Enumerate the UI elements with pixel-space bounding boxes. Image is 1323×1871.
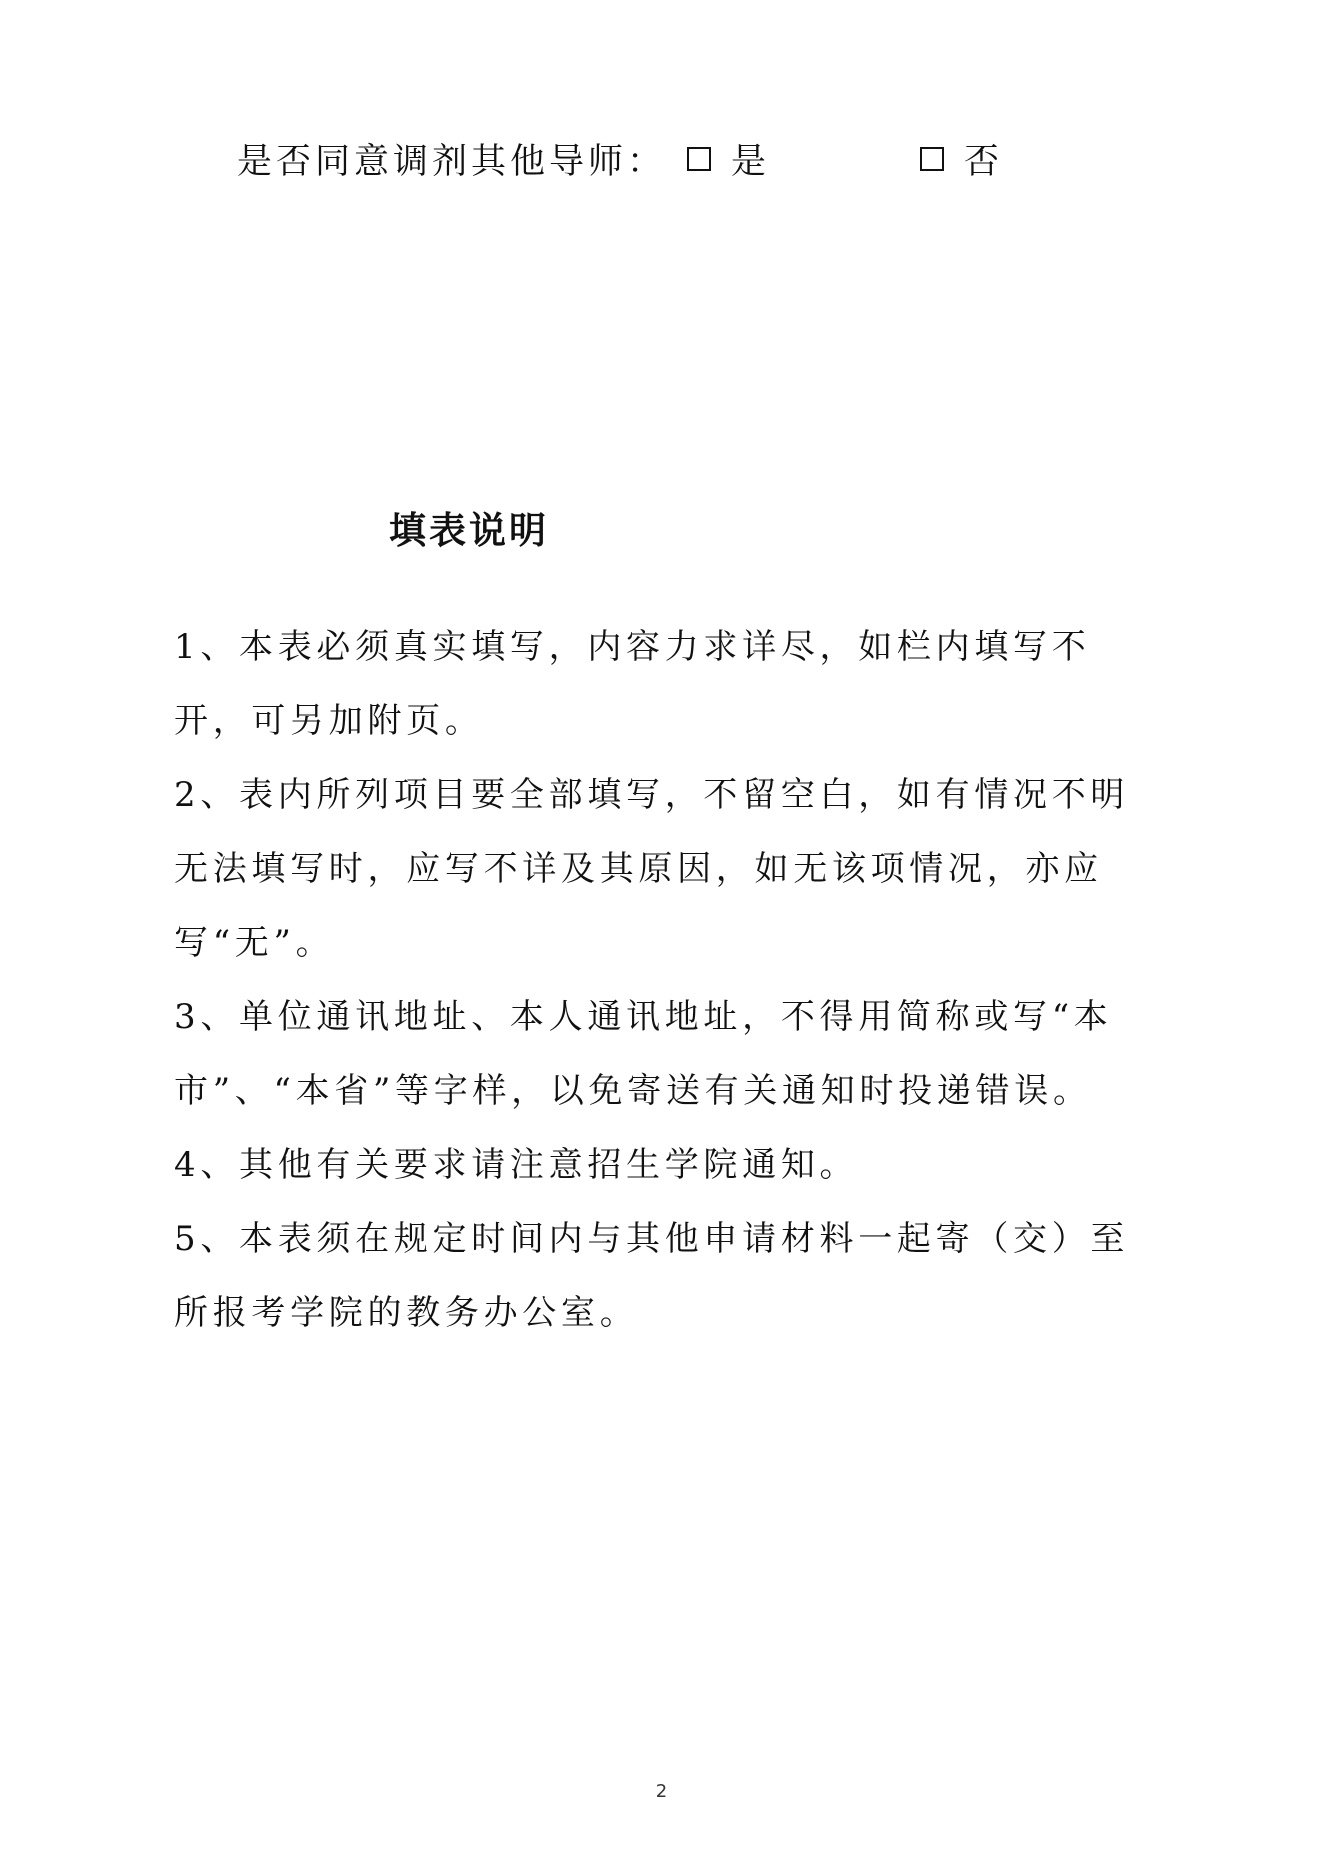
- adjust-advisor-question: [237, 135, 1004, 183]
- yes-option-label: 是: [731, 142, 771, 182]
- instruction-item: 1、本表必须真实填写，内容力求详尽，如栏内填写不开，可另加附页。: [174, 627, 1091, 741]
- instruction-item: 5、本表须在规定时间内与其他申请材料一起寄（交）至所报考学院的教务办公室。: [174, 1219, 1130, 1333]
- no-option-label: 否: [964, 142, 1004, 182]
- adjust-advisor-label: 是否同意调剂其他导师：: [237, 142, 667, 182]
- instruction-item: 3、单位通讯地址、本人通讯地址，不得用简称或写“本市”、“本省”等字样，以免寄送有关通知时投递错误。: [174, 997, 1113, 1111]
- no-checkbox[interactable]: [920, 147, 944, 171]
- instructions-title: 填表说明: [389, 509, 549, 552]
- instructions-list: [174, 610, 1164, 1350]
- adjust-option-no[interactable]: [920, 135, 1003, 183]
- instruction-item: 2、表内所列项目要全部填写，不留空白，如有情况不明无法填写时，应写不详及其原因，如无该项情况，亦应写“无”。: [174, 775, 1130, 963]
- instruction-item: 4、其他有关要求请注意招生学院通知。: [174, 1145, 859, 1185]
- adjust-option-yes[interactable]: [687, 135, 770, 183]
- page-number: 2: [655, 1781, 668, 1802]
- yes-checkbox[interactable]: [687, 147, 711, 171]
